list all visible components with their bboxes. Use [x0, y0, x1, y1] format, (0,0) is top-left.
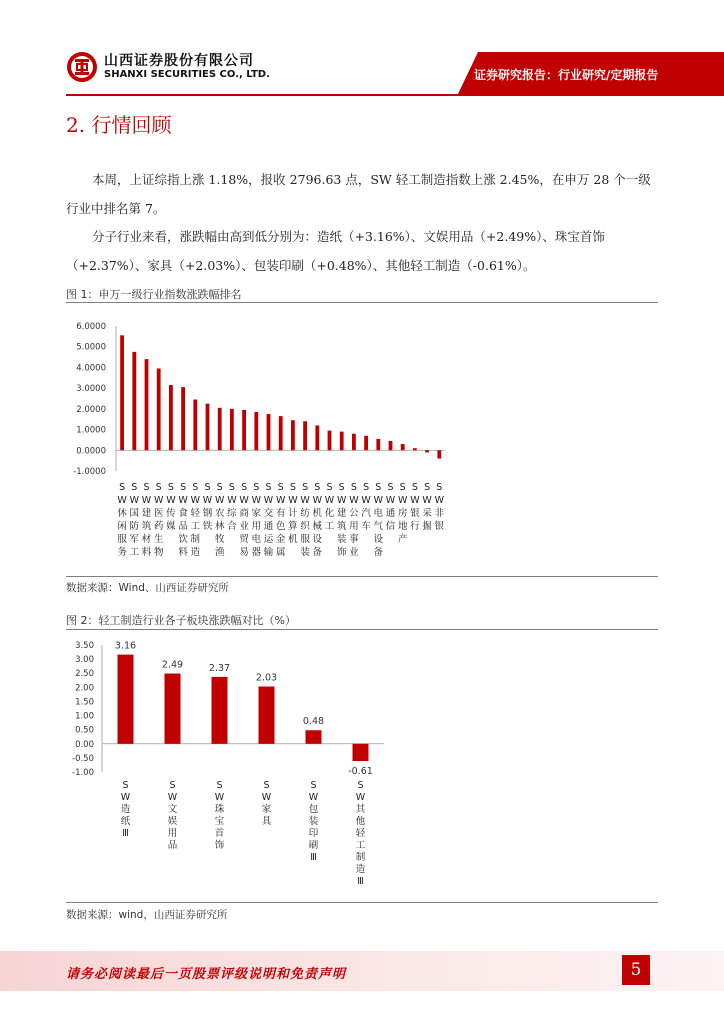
bar: [315, 425, 319, 450]
x-tick-label: W: [410, 495, 420, 506]
x-tick-label: 筑: [336, 521, 347, 532]
bar: [206, 404, 210, 451]
x-tick-label: S: [253, 482, 260, 493]
y-tick-label: 0.0000: [76, 446, 106, 457]
page-number: 5: [622, 955, 650, 985]
x-tick-label: W: [336, 495, 347, 506]
paragraph-subsector-summary: 分子行业来看，涨跌幅由高到低分别为：造纸（+3.16%）、文娱用品（+2.49%）、珠宝首饰（+2.37%）、家具（+2.03%）、包装印刷（+0.48%）、其他轻工制造（-0.61%）。: [66, 229, 605, 273]
x-tick-label: 输: [263, 547, 274, 558]
x-tick-label: 业: [239, 521, 249, 532]
x-tick-label: S: [338, 482, 345, 493]
x-tick-label: 装: [300, 547, 310, 558]
x-tick-label: 电: [373, 508, 384, 519]
x-tick-label: 饰: [336, 547, 347, 558]
x-tick-label: 贸: [239, 534, 249, 545]
x-tick-label: W: [166, 495, 176, 506]
y-tick-label: 3.50: [75, 641, 94, 651]
x-tick-label: W: [190, 495, 201, 506]
figure-2-bottom-rule: [66, 902, 658, 903]
x-tick-label: S: [167, 482, 174, 493]
x-tick-label: S: [302, 482, 309, 493]
bar: [352, 434, 356, 451]
bar: [401, 444, 405, 450]
x-tick-label: S: [192, 482, 199, 493]
x-tick-label: 品: [167, 840, 178, 851]
x-tick-label: 牧: [214, 534, 225, 545]
x-tick-label: 织: [300, 521, 310, 532]
y-tick-label: 5.0000: [76, 342, 106, 353]
x-tick-label: 饮: [178, 534, 188, 545]
x-tick-label: S: [263, 780, 270, 791]
x-tick-label: W: [308, 792, 319, 803]
x-tick-label: 传: [166, 508, 176, 519]
bar: [376, 439, 380, 450]
bar: [413, 448, 417, 450]
x-tick-label: 纺: [300, 508, 310, 519]
x-tick-label: 林: [214, 521, 225, 532]
x-tick-label: 通: [385, 508, 396, 519]
data-label: -0.61: [348, 765, 373, 777]
section-title: 2. 行情回顾: [66, 113, 172, 137]
bar: [132, 352, 136, 450]
x-tick-label: S: [122, 780, 129, 791]
x-tick-label: S: [241, 482, 248, 493]
header-divider: [66, 94, 724, 96]
bar: [157, 368, 161, 450]
x-tick-label: W: [120, 792, 131, 803]
x-tick-label: W: [312, 495, 323, 506]
x-tick-label: S: [169, 780, 176, 791]
x-tick-label: 工: [355, 840, 366, 851]
x-tick-label: 媒: [166, 521, 176, 532]
x-tick-label: 有: [275, 508, 286, 519]
x-tick-label: S: [387, 482, 394, 493]
x-tick-label: W: [288, 495, 298, 506]
bar: [353, 744, 369, 761]
company-logo-icon: [66, 51, 98, 83]
x-tick-label: 刷: [308, 840, 319, 851]
x-tick-label: 军: [129, 534, 140, 545]
figure-2-source: 数据来源：wind，山西证券研究所: [66, 909, 228, 921]
x-tick-label: 饰: [214, 840, 225, 851]
x-tick-label: 装: [308, 816, 319, 827]
x-tick-label: 机: [312, 508, 323, 519]
x-tick-label: 轻: [190, 508, 201, 519]
x-tick-label: 综: [227, 508, 237, 519]
x-tick-label: W: [324, 495, 335, 506]
x-tick-label: 服: [117, 534, 127, 545]
x-tick-label: S: [180, 482, 187, 493]
x-tick-label: 业: [349, 547, 359, 558]
x-tick-label: 造: [355, 864, 366, 875]
bar: [254, 412, 258, 450]
x-tick-label: 印: [308, 828, 319, 839]
x-tick-label: 家: [261, 804, 272, 815]
x-tick-label: 产: [397, 534, 408, 545]
data-label: 2.37: [208, 662, 231, 674]
company-name-en: SHANXI SECURITIES CO., LTD.: [104, 69, 270, 80]
y-tick-label: -1.00: [72, 768, 94, 778]
chart-subsector-comparison: [66, 634, 658, 902]
y-tick-label: 2.00: [75, 683, 94, 694]
x-tick-label: 制: [190, 534, 201, 545]
x-tick-label: W: [434, 495, 445, 506]
y-tick-label: -1.0000: [73, 467, 106, 477]
figure-1-bottom-rule: [66, 576, 658, 577]
bar: [118, 655, 134, 744]
y-tick-label: 1.0000: [76, 425, 106, 436]
x-tick-label: 械: [312, 521, 323, 532]
x-tick-label: 银: [434, 521, 445, 532]
x-tick-label: W: [385, 495, 396, 506]
x-tick-label: 非: [434, 508, 445, 519]
x-tick-label: 信: [385, 521, 396, 532]
bar: [279, 416, 283, 450]
x-tick-label: 渔: [214, 547, 225, 558]
x-tick-label: W: [227, 495, 237, 506]
x-tick-label: W: [153, 495, 164, 506]
x-tick-label: 工: [129, 547, 140, 558]
x-tick-label: 食: [178, 508, 188, 519]
bar: [306, 730, 322, 744]
x-tick-label: 商: [239, 508, 249, 519]
paragraph-market-summary: 本周，上证综指上涨 1.18%，报收 2796.63 点，SW 轻工制造指数上涨 2.45%，在申万 28 个一级行业中排名第 7。: [66, 172, 651, 216]
x-tick-label: 备: [312, 547, 323, 558]
bar: [165, 674, 181, 744]
x-tick-label: 化: [324, 508, 335, 519]
x-tick-label: W: [355, 792, 366, 803]
x-tick-label: W: [263, 495, 274, 506]
x-tick-label: 其: [355, 804, 366, 815]
x-tick-label: S: [277, 482, 284, 493]
bar: [303, 421, 307, 450]
x-tick-label: W: [129, 495, 140, 506]
bar: [145, 359, 149, 450]
x-tick-label: 运: [263, 534, 274, 545]
x-tick-label: 工: [324, 521, 335, 532]
bar: [169, 385, 173, 450]
x-tick-label: 料: [141, 547, 152, 558]
x-tick-label: W: [214, 792, 225, 803]
figure-1-source: 数据来源：Wind、山西证券研究所: [66, 582, 229, 594]
figure-2-top-rule: [66, 629, 658, 630]
x-tick-label: 建: [336, 508, 347, 519]
x-tick-label: 合: [227, 521, 237, 532]
bar: [425, 450, 429, 452]
x-tick-label: S: [310, 780, 317, 791]
x-tick-label: W: [261, 792, 272, 803]
bar: [120, 335, 124, 450]
bar: [242, 410, 246, 450]
x-tick-label: 电: [251, 534, 262, 545]
x-tick-label: Ⅲ: [122, 828, 129, 839]
x-tick-label: 建: [141, 508, 152, 519]
y-tick-label: 0.00: [75, 739, 94, 750]
x-tick-label: 包: [308, 804, 319, 815]
page-header: [0, 0, 724, 100]
x-tick-label: W: [275, 495, 286, 506]
x-tick-label: W: [251, 495, 262, 506]
y-tick-label: 3.00: [75, 655, 94, 666]
x-tick-label: 易: [239, 547, 249, 558]
x-tick-label: S: [131, 482, 138, 493]
x-tick-label: S: [399, 482, 406, 493]
data-label: 2.49: [161, 659, 184, 671]
x-tick-label: W: [117, 495, 127, 506]
x-tick-label: S: [119, 482, 126, 493]
x-tick-label: 器: [251, 547, 262, 558]
x-tick-label: S: [155, 482, 162, 493]
x-tick-label: 造: [190, 547, 201, 558]
x-tick-label: 珠: [214, 804, 225, 815]
chart-industry-ranking: [66, 306, 658, 576]
x-tick-label: 服: [300, 534, 310, 545]
y-tick-label: -0.50: [72, 753, 94, 764]
bar: [291, 420, 295, 450]
x-tick-label: S: [363, 482, 370, 493]
x-tick-label: 地: [397, 521, 408, 532]
x-tick-label: 掘: [422, 521, 432, 532]
x-tick-label: 备: [373, 547, 384, 558]
x-tick-label: 采: [422, 508, 432, 519]
figure-1-top-rule: [66, 302, 658, 303]
bar: [364, 436, 368, 451]
x-tick-label: S: [375, 482, 382, 493]
x-tick-label: W: [202, 495, 213, 506]
y-tick-label: 1.50: [75, 697, 94, 708]
bar: [437, 450, 441, 458]
x-tick-label: S: [228, 482, 235, 493]
report-type-tag: 证券研究报告：行业研究/定期报告: [474, 68, 659, 82]
x-tick-label: S: [424, 482, 431, 493]
y-tick-label: 0.50: [75, 725, 94, 736]
x-tick-label: 用: [349, 521, 359, 532]
x-tick-label: W: [300, 495, 310, 506]
x-tick-label: 房: [397, 508, 408, 519]
x-tick-label: 宝: [214, 816, 225, 827]
x-tick-label: 通: [263, 521, 274, 532]
x-tick-label: 钢: [202, 508, 213, 519]
x-tick-label: 事: [349, 534, 359, 545]
x-tick-label: 生: [153, 534, 164, 545]
y-tick-label: 2.50: [75, 669, 94, 680]
x-tick-label: S: [350, 482, 357, 493]
x-tick-label: 交: [263, 508, 274, 519]
bar: [267, 414, 271, 450]
x-tick-label: W: [349, 495, 359, 506]
x-tick-label: W: [167, 792, 178, 803]
x-tick-label: 设: [373, 534, 384, 545]
bar: [389, 441, 393, 450]
bar: [212, 677, 228, 744]
x-tick-label: 他: [355, 816, 366, 827]
x-tick-label: W: [214, 495, 225, 506]
x-tick-label: 农: [214, 508, 225, 519]
y-tick-label: 4.0000: [76, 363, 106, 374]
y-tick-label: 1.00: [75, 711, 94, 722]
x-tick-label: 属: [275, 547, 286, 558]
x-tick-label: W: [397, 495, 408, 506]
x-tick-label: 计: [288, 508, 298, 519]
x-tick-label: 行: [410, 521, 420, 532]
figure-1-title: 图 1：申万一级行业指数涨跌幅排名: [66, 288, 242, 301]
figure-2-title: 图 2：轻工制造行业各子板块涨跌幅对比（%）: [66, 614, 296, 627]
footer-disclaimer: 请务必阅读最后一页股票评级说明和免责声明: [66, 967, 347, 982]
x-tick-label: 汽: [361, 508, 371, 519]
bar: [181, 387, 185, 450]
x-tick-label: Ⅲ: [310, 852, 317, 863]
x-tick-label: 文: [167, 804, 178, 815]
x-tick-label: S: [314, 482, 321, 493]
x-tick-label: 工: [190, 521, 201, 532]
x-tick-label: 气: [373, 521, 384, 532]
x-tick-label: W: [178, 495, 188, 506]
x-tick-label: S: [411, 482, 418, 493]
x-tick-label: 公: [349, 508, 359, 519]
x-tick-label: S: [143, 482, 150, 493]
x-tick-label: Ⅲ: [357, 876, 364, 887]
x-tick-label: 务: [117, 547, 127, 558]
data-label: 2.03: [255, 672, 278, 684]
x-tick-label: 机: [288, 534, 298, 545]
x-tick-label: 材: [141, 534, 152, 545]
x-tick-label: S: [326, 482, 333, 493]
x-tick-label: 料: [178, 547, 188, 558]
x-tick-label: 金: [275, 534, 286, 545]
x-tick-label: 纸: [120, 816, 131, 827]
y-tick-label: 3.0000: [76, 384, 106, 395]
data-label: 3.16: [114, 640, 137, 652]
x-tick-label: 筑: [141, 521, 152, 532]
x-tick-label: W: [141, 495, 152, 506]
x-tick-label: 用: [251, 521, 262, 532]
x-tick-label: 造: [120, 804, 131, 815]
y-tick-label: 2.0000: [76, 404, 106, 415]
x-tick-label: S: [216, 780, 223, 791]
x-tick-label: 装: [336, 534, 347, 545]
x-tick-label: 休: [117, 508, 127, 519]
x-tick-label: S: [357, 780, 364, 791]
x-tick-label: 车: [361, 521, 371, 532]
bar: [340, 432, 344, 451]
x-tick-label: 国: [129, 508, 140, 519]
x-tick-label: 药: [153, 521, 164, 532]
x-tick-label: S: [436, 482, 443, 493]
x-tick-label: 用: [167, 828, 178, 839]
x-tick-label: 设: [312, 534, 323, 545]
x-tick-label: S: [265, 482, 272, 493]
x-tick-label: W: [373, 495, 384, 506]
x-tick-label: 闲: [117, 521, 127, 532]
x-tick-label: 铁: [202, 521, 213, 532]
data-label: 0.48: [302, 716, 325, 728]
y-tick-label: 6.0000: [76, 322, 106, 332]
bar: [259, 686, 275, 743]
x-tick-label: 家: [251, 508, 262, 519]
x-tick-label: 算: [288, 521, 298, 532]
company-name-cn: 山西证券股份有限公司: [104, 53, 254, 69]
x-tick-label: 色: [275, 521, 286, 532]
bar: [230, 409, 234, 450]
x-tick-label: 品: [178, 521, 188, 532]
bar: [218, 408, 222, 450]
x-tick-label: S: [289, 482, 296, 493]
x-tick-label: 医: [153, 508, 164, 519]
x-tick-label: 娱: [167, 816, 178, 827]
x-tick-label: 制: [355, 852, 366, 863]
x-tick-label: W: [422, 495, 432, 506]
x-tick-label: 首: [214, 828, 225, 839]
x-tick-label: 银: [410, 508, 420, 519]
x-tick-label: 物: [153, 547, 164, 558]
x-tick-label: 轻: [355, 828, 366, 839]
x-tick-label: S: [204, 482, 211, 493]
x-tick-label: W: [239, 495, 249, 506]
bar: [193, 400, 197, 451]
bar: [328, 431, 332, 451]
x-tick-label: S: [216, 482, 223, 493]
x-tick-label: W: [361, 495, 371, 506]
x-tick-label: 防: [129, 521, 140, 532]
x-tick-label: 具: [261, 816, 272, 827]
